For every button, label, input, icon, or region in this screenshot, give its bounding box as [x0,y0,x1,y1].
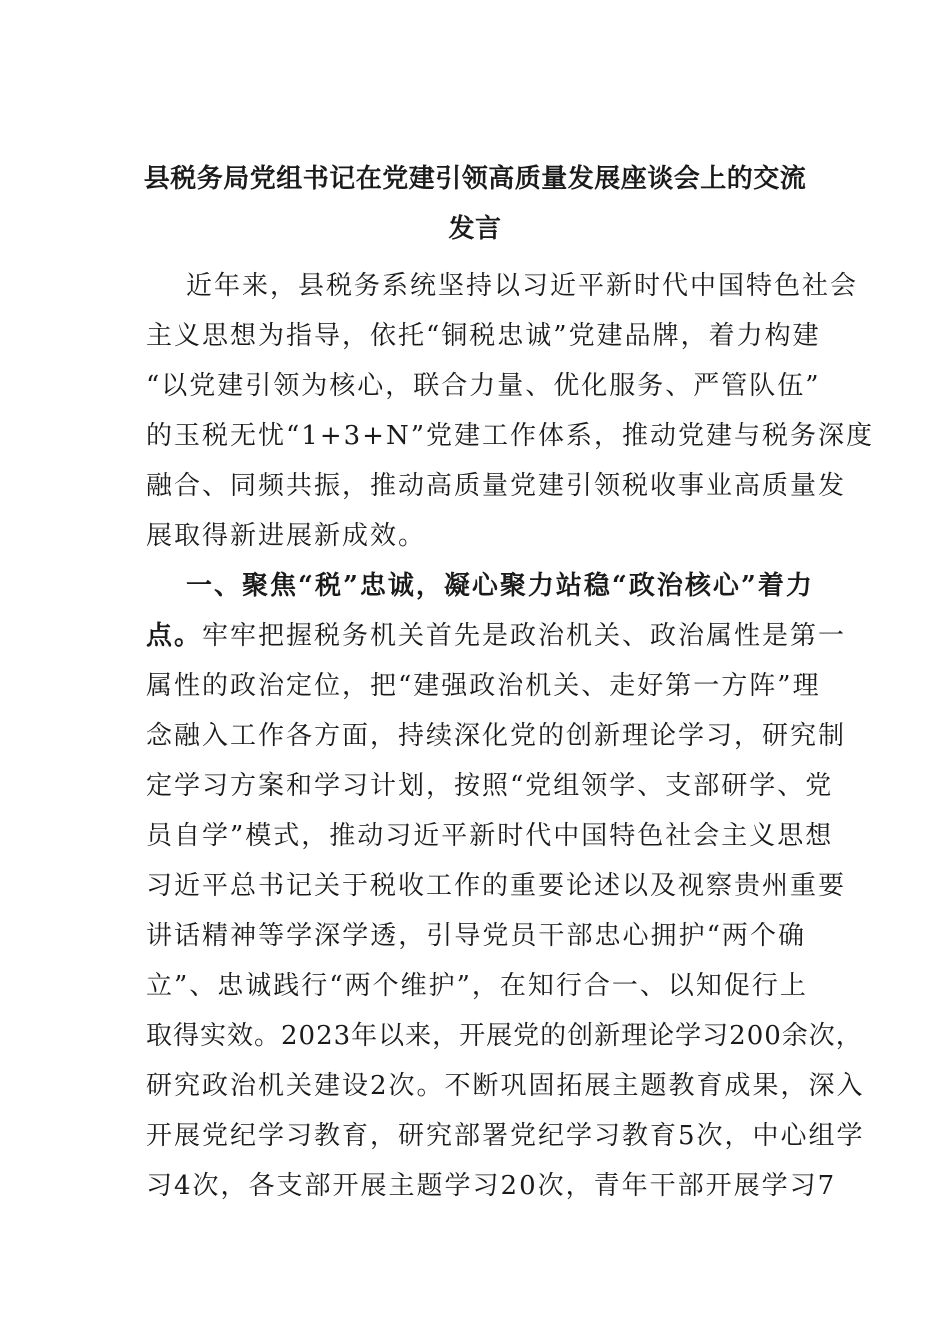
section-1-line: 定学习方案和学习计划，按照“党组领学、支部研学、党 [146,771,834,801]
section-1-line: 习4次，各支部开展主题学习20次，青年干部开展学习7 [146,1171,837,1201]
section-1-line: 开展党纪学习教育，研究部署党纪学习教育5次，中心组学 [146,1121,865,1151]
paragraph-1-line: “以党建引领为核心，联合力量、优化服务、严管队伍” [146,371,821,401]
section-1-line [146,616,847,656]
section-1-line: 立”、忠诚践行“两个维护”，在知行合一、以知促行上 [146,971,808,1001]
paragraph-1-line: 融合、同频共振，推动高质量党建引领税收事业高质量发 [146,471,847,501]
paragraph-1-line: 近年来，县税务系统坚持以习近平新时代中国特色社会 [186,271,859,301]
section-1-text: 牢牢把握税务机关首先是政治机关、政治属性是第一 [202,621,847,651]
section-1-line: 念融入工作各方面，持续深化党的创新理论学习，研究制 [146,721,847,751]
section-1-line: 员自学”模式，推动习近平新时代中国特色社会主义思想 [146,821,834,851]
section-1-heading: 一、聚焦“税”忠诚，凝心聚力站稳“政治核心”着力 [186,571,814,601]
paragraph-1-line: 展取得新进展新成效。 [146,521,427,551]
section-1-heading-end: 点。 [146,621,203,651]
section-1-line: 取得实效。2023年以来，开展党的创新理论学习200余次， [146,1021,863,1051]
paragraph-1-line: 主义思想为指导，依托“铜税忠诚”党建品牌，着力构建 [146,321,821,351]
section-1-line: 属性的政治定位，把“建强政治机关、走好第一方阵”理 [146,671,821,701]
section-1-line: 研究政治机关建设2次。不断巩固拓展主题教育成果，深入 [146,1071,865,1101]
section-1-line: 讲话精神等学深学透，引导党员干部忠心拥护“两个确 [146,921,806,951]
document-title-line-2: 发言 [448,214,502,244]
document-title-line-1: 县税务局党组书记在党建引领高质量发展座谈会上的交流 [143,164,807,194]
paragraph-1-line: 的玉税无忧“1+3+N”党建工作体系，推动党建与税务深度 [146,421,874,451]
section-1-line: 习近平总书记关于税收工作的重要论述以及视察贵州重要 [146,871,847,901]
